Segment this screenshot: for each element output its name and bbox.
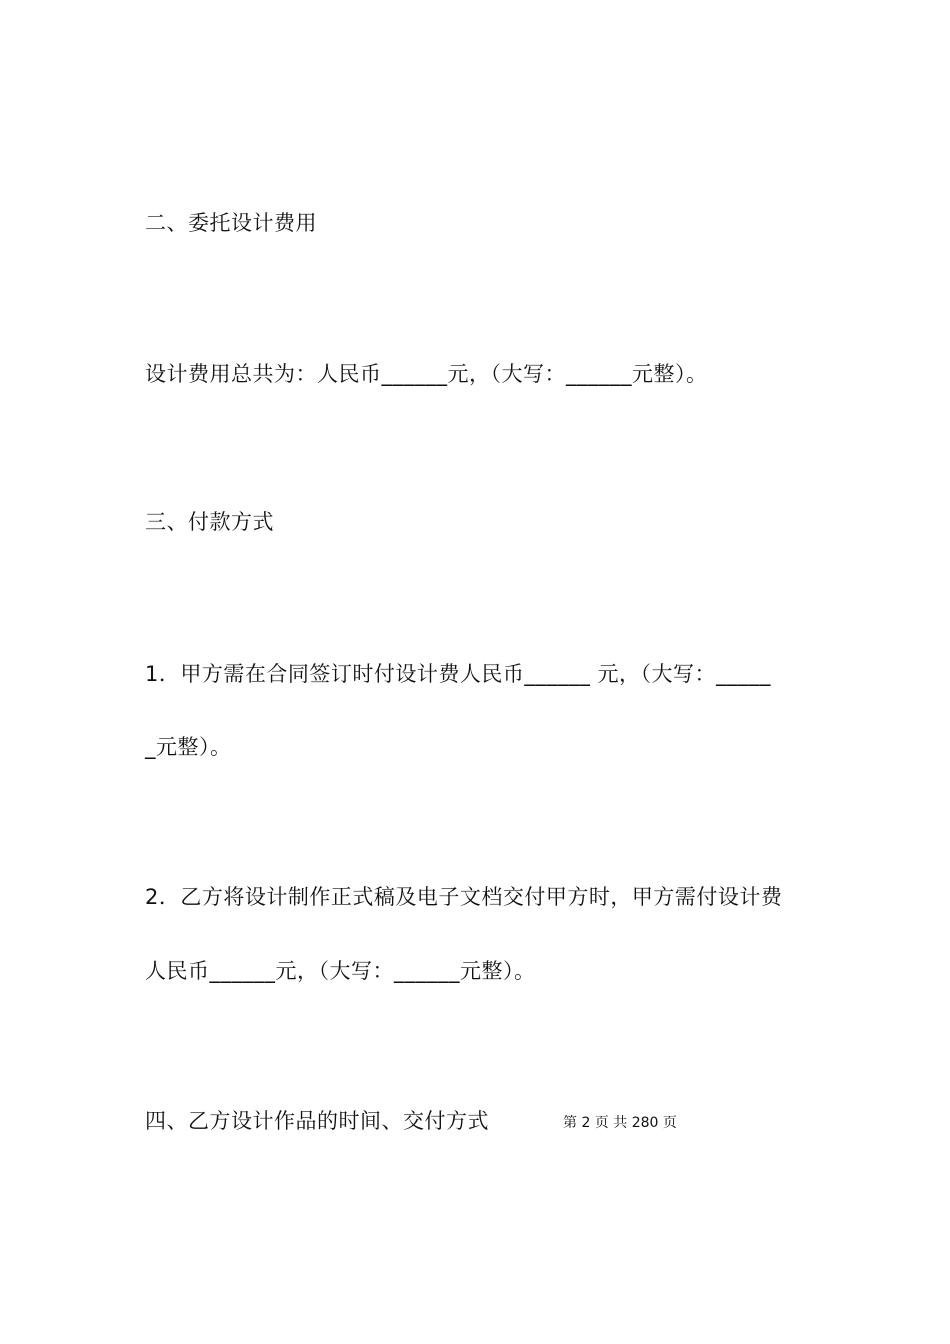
payment-item-2-line-1: 2．乙方将设计制作正式稿及电子文档交付甲方时，甲方需付设计费 bbox=[145, 885, 783, 909]
section-heading-fee: 二、委托设计费用 bbox=[145, 211, 317, 235]
payment-item-1-line-2: _元整）。 bbox=[145, 735, 232, 759]
page-number-footer: 第 2 页 共 280 页 bbox=[563, 1115, 677, 1131]
fee-total-paragraph: 设计费用总共为：人民币______元，（大写：______元整）。 bbox=[145, 362, 708, 386]
section-heading-delivery: 四、乙方设计作品的时间、交付方式 bbox=[145, 1109, 489, 1133]
payment-item-1-line-1: 1．甲方需在合同签订时付设计费人民币______ 元，（大写：_____ bbox=[145, 662, 772, 686]
payment-item-2-line-2: 人民币______元，（大写：______元整）。 bbox=[145, 959, 536, 983]
section-heading-payment: 三、付款方式 bbox=[145, 510, 274, 534]
